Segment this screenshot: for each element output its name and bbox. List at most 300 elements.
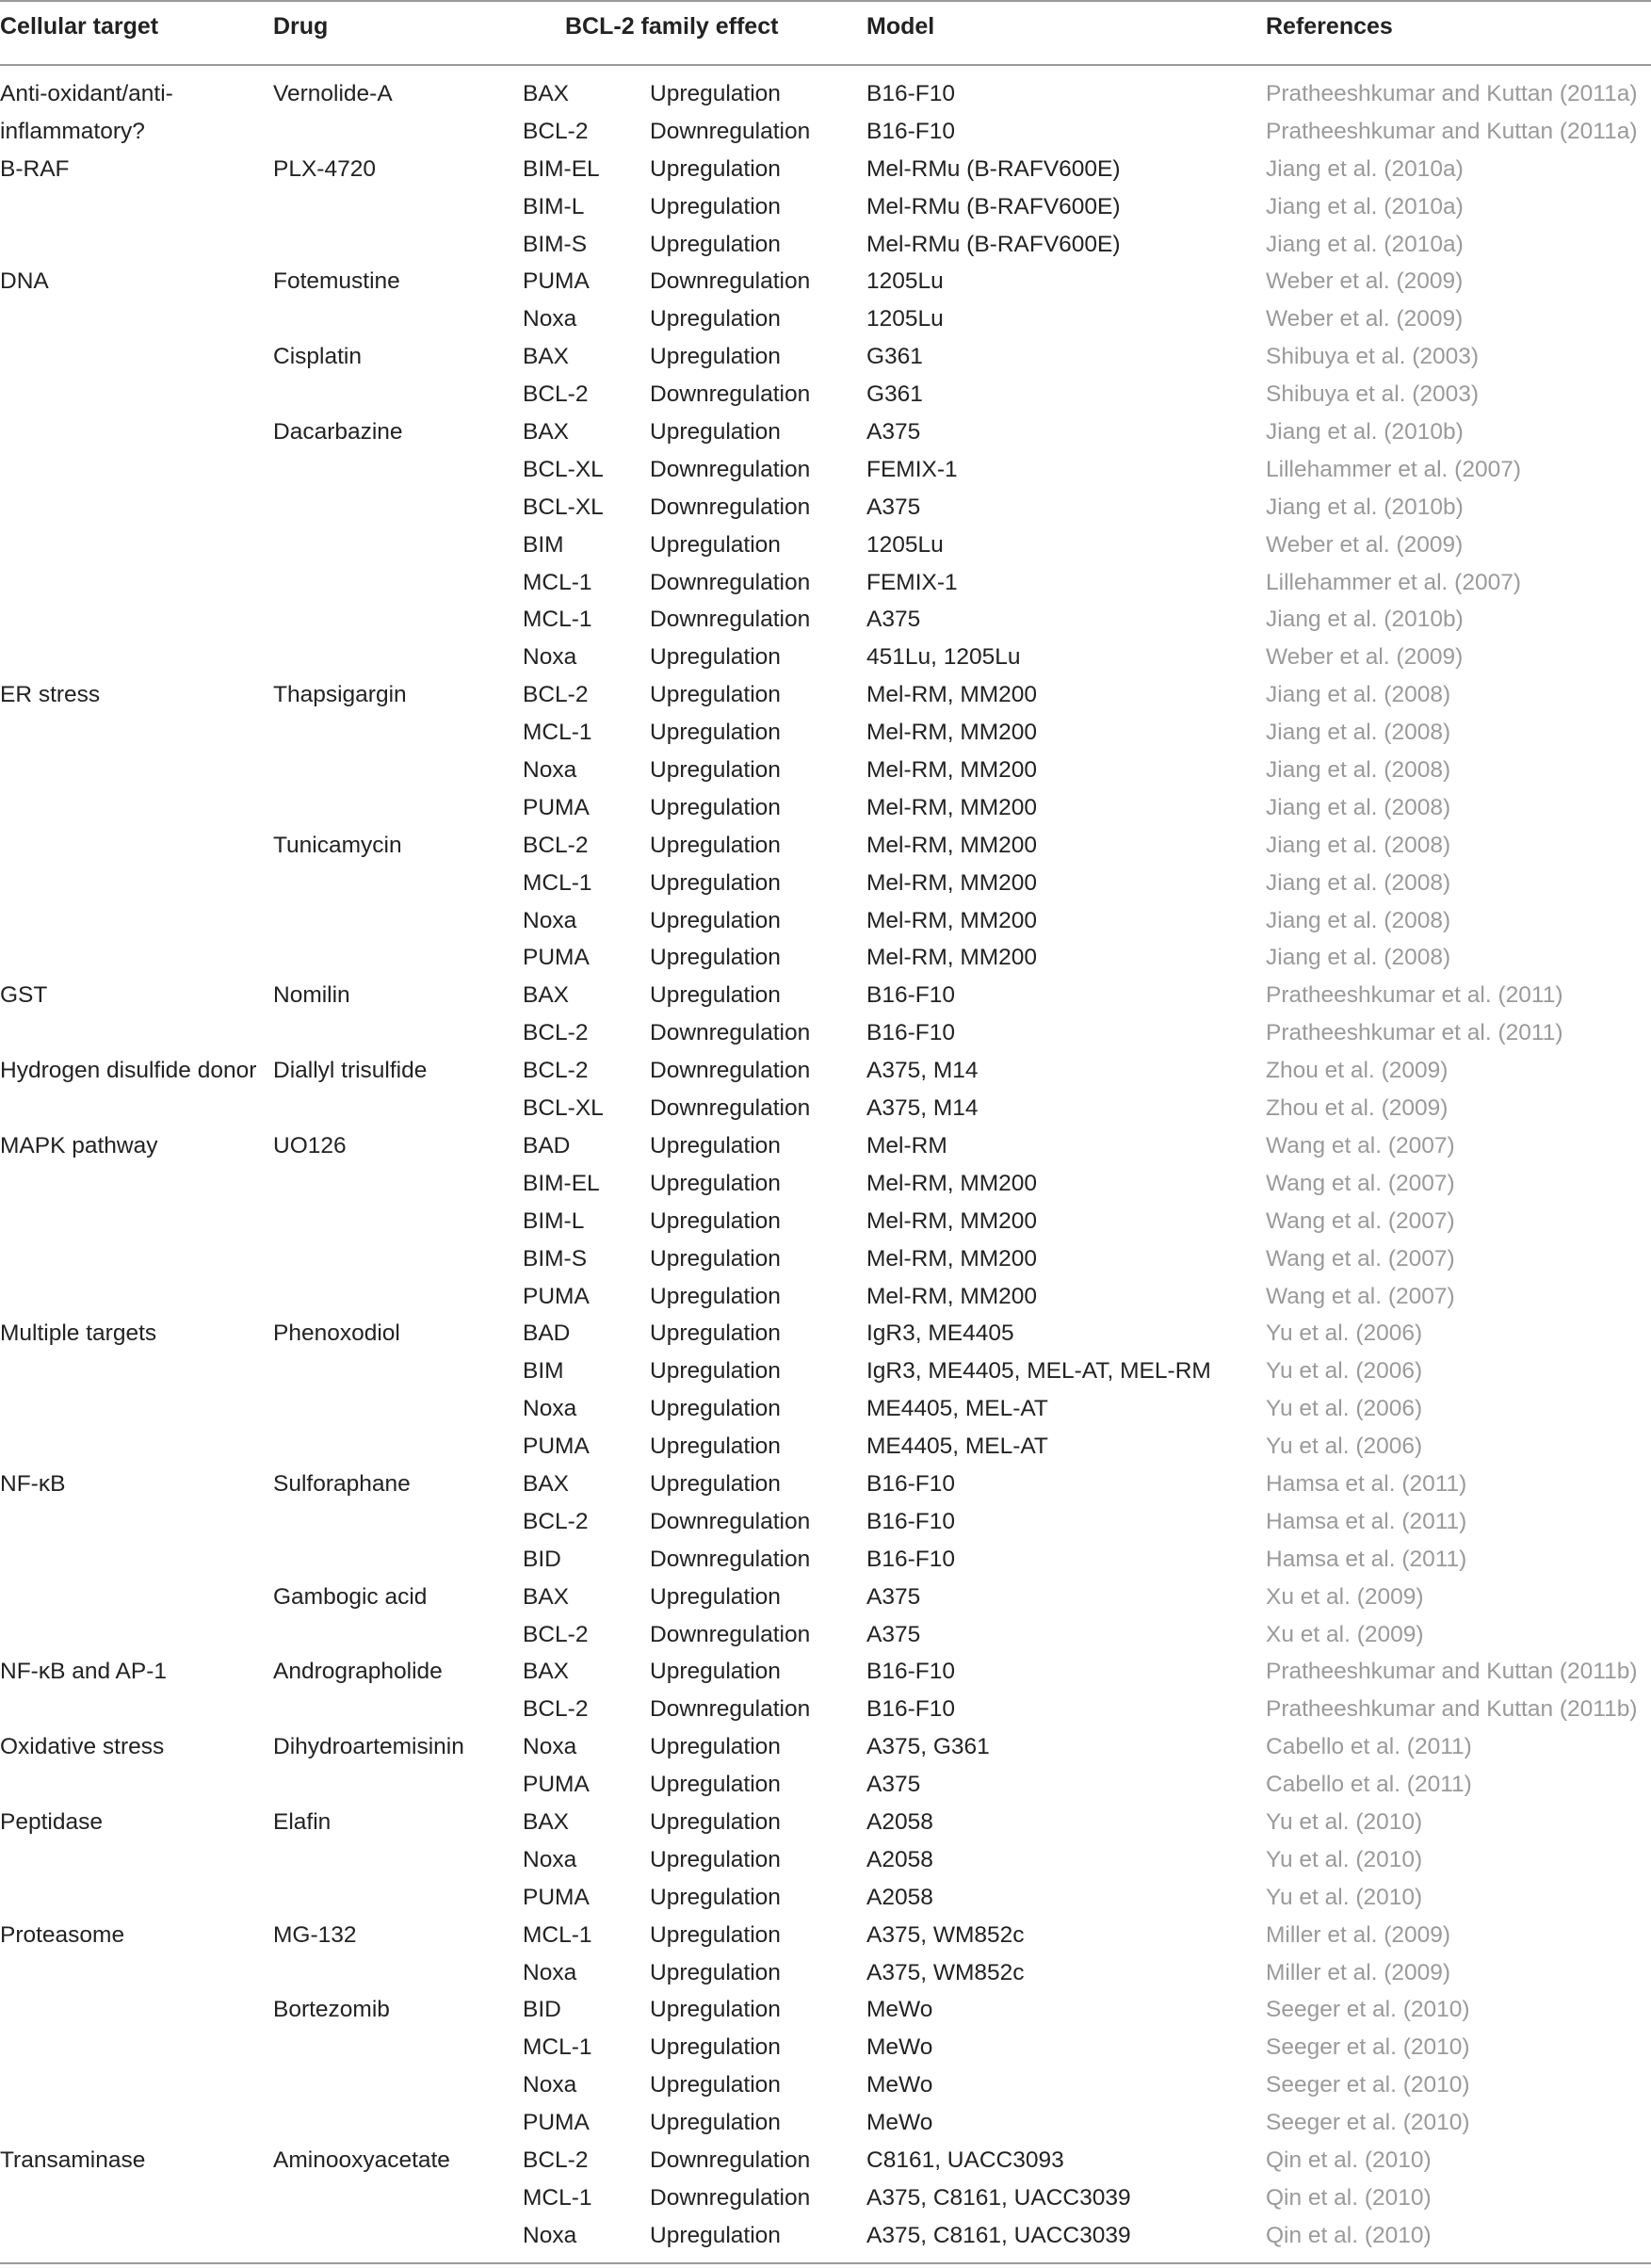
effect-cell: Upregulation [650, 794, 781, 820]
reference-cell: Yu et al. (2010) [1266, 1846, 1423, 1872]
protein-cell: PUMA [523, 268, 590, 295]
effect-cell: Upregulation [650, 1434, 781, 1460]
reference-cell: Jiang et al. (2008) [1266, 794, 1451, 820]
protein-cell: Noxa [523, 2222, 577, 2248]
protein-cell: PUMA [523, 1283, 590, 1309]
model-cell: B16-F10 [866, 1508, 955, 1534]
drug-cell: UO126 [273, 1132, 347, 1158]
reference-cell: Seeger et al. (2010) [1266, 2034, 1470, 2061]
model-cell: FEMIX-1 [866, 456, 958, 482]
table-row [0, 2217, 1651, 2255]
effect-cell: Upregulation [650, 419, 781, 446]
effect-cell: Upregulation [650, 2072, 781, 2098]
effect-cell: Downregulation [650, 569, 811, 595]
effect-cell: Upregulation [650, 231, 781, 257]
effect-cell: Downregulation [650, 1508, 811, 1534]
model-cell: A375, WM852c [866, 1921, 1025, 1948]
protein-cell: BCL-2 [523, 2146, 589, 2173]
table-row [0, 1616, 1651, 1654]
model-cell: A375, C8161, UACC3039 [866, 2184, 1131, 2211]
protein-cell: MCL-1 [523, 869, 592, 896]
reference-cell: Cabello et al. (2011) [1266, 1734, 1472, 1760]
reference-cell: Seeger et al. (2010) [1266, 2072, 1470, 2098]
table-row [0, 1766, 1651, 1804]
model-cell: Mel-RM, MM200 [866, 720, 1038, 746]
model-cell: B16-F10 [866, 1659, 955, 1685]
drug-cell: Andrographolide [273, 1659, 443, 1685]
drug-cell: Vernolide-A [273, 81, 393, 106]
model-cell: A375, C8161, UACC3039 [866, 2222, 1131, 2248]
model-cell: B16-F10 [866, 1020, 955, 1046]
protein-cell: BIM-L [523, 193, 585, 219]
model-cell: MeWo [866, 2034, 933, 2061]
model-cell: 1205Lu [866, 268, 944, 295]
model-cell: ME4405, MEL-AT [866, 1434, 1048, 1460]
table-row [0, 1804, 1651, 1841]
reference-cell: Cabello et al. (2011) [1266, 1772, 1472, 1798]
protein-cell: BIM-S [523, 231, 588, 257]
model-cell: B16-F10 [866, 1470, 955, 1497]
reference-cell: Yu et al. (2010) [1266, 1884, 1423, 1910]
reference-cell: Wang et al. (2007) [1266, 1207, 1455, 1234]
reference-cell: Yu et al. (2006) [1266, 1434, 1423, 1460]
protein-cell: BCL-2 [523, 1058, 589, 1084]
reference-cell: Jiang et al. (2008) [1266, 720, 1451, 746]
reference-cell: Wang et al. (2007) [1266, 1132, 1455, 1158]
table-row [0, 526, 1651, 564]
protein-cell: BCL-2 [523, 118, 589, 144]
drug-cell: Thapsigargin [273, 682, 407, 708]
table-row [0, 300, 1651, 338]
reference-cell: Shibuya et al. (2003) [1266, 381, 1480, 408]
reference-cell: Xu et al. (2009) [1266, 1621, 1424, 1647]
protein-cell: PUMA [523, 2110, 590, 2136]
model-cell: 1205Lu [866, 531, 944, 558]
reference-cell: Jiang et al. (2008) [1266, 945, 1451, 971]
table-row [0, 1315, 1651, 1353]
table-row [0, 1691, 1651, 1728]
table-row [0, 676, 1651, 714]
cellular-target-cell: ER stress [0, 682, 101, 708]
table-row [0, 2029, 1651, 2066]
protein-cell: MCL-1 [523, 607, 592, 633]
effect-cell: Downregulation [650, 118, 811, 144]
protein-cell: BAX [523, 1659, 570, 1685]
table-row [0, 338, 1651, 376]
effect-cell: Upregulation [650, 1396, 781, 1422]
protein-cell: BAX [523, 1583, 570, 1610]
table-row [0, 1917, 1651, 1954]
table-row [0, 1991, 1651, 2029]
reference-cell: Yu et al. (2006) [1266, 1358, 1423, 1385]
protein-cell: BIM-EL [523, 155, 600, 182]
effect-cell: Downregulation [650, 2184, 811, 2211]
table-row [0, 489, 1651, 526]
model-cell: Mel-RM [866, 1132, 947, 1158]
protein-cell: MCL-1 [523, 720, 592, 746]
reference-cell: Jiang et al. (2010b) [1266, 607, 1464, 633]
drug-cell: Diallyl trisulfide [273, 1058, 428, 1084]
model-cell: 1205Lu [866, 306, 944, 332]
reference-cell: Jiang et al. (2008) [1266, 757, 1451, 784]
table-row [0, 1503, 1651, 1541]
table-row [0, 2179, 1651, 2217]
table-row [0, 1954, 1651, 1992]
model-cell: A375, M14 [866, 1058, 979, 1084]
reference-cell: Hamsa et al. (2011) [1266, 1508, 1467, 1534]
reference-cell: Jiang et al. (2010b) [1266, 494, 1464, 520]
table-row [0, 1466, 1651, 1503]
reference-cell: Miller et al. (2009) [1266, 1959, 1451, 1985]
protein-cell: BAX [523, 344, 570, 370]
protein-cell: BIM-S [523, 1245, 588, 1272]
effect-cell: Upregulation [650, 531, 781, 558]
model-cell: Mel-RM, MM200 [866, 794, 1038, 820]
effect-cell: Upregulation [650, 81, 781, 106]
table-row [0, 2142, 1651, 2179]
table-row [0, 2066, 1651, 2104]
table-row [0, 1879, 1651, 1917]
reference-cell: Pratheeshkumar and Kuttan (2011a) [1266, 81, 1638, 106]
reference-cell: Yu et al. (2006) [1266, 1396, 1423, 1422]
table-row [0, 1541, 1651, 1579]
model-cell: A375, M14 [866, 1095, 979, 1122]
table-row [0, 752, 1651, 789]
table-row [0, 1728, 1651, 1766]
reference-cell: Jiang et al. (2010a) [1266, 193, 1464, 219]
effect-cell: Upregulation [650, 1846, 781, 1872]
reference-cell: Weber et al. (2009) [1266, 268, 1464, 295]
cellular-target-cell: NF-κB and AP-1 [0, 1659, 168, 1685]
model-cell: 451Lu, 1205Lu [866, 644, 1021, 671]
effect-cell: Downregulation [650, 1621, 811, 1647]
protein-cell: Noxa [523, 306, 577, 332]
model-cell: Mel-RM, MM200 [866, 869, 1038, 896]
cellular-target-cell: NF-κB [0, 1470, 66, 1497]
table-row [0, 1127, 1651, 1165]
reference-cell: Jiang et al. (2008) [1266, 869, 1451, 896]
protein-cell: Noxa [523, 1959, 577, 1985]
reference-cell: Weber et al. (2009) [1266, 531, 1464, 558]
effect-cell: Upregulation [650, 644, 781, 671]
cellular-target-cell: Transaminase [0, 2146, 146, 2173]
cellular-target-cell: Multiple targets [0, 1320, 157, 1347]
drug-cell: Bortezomib [273, 1997, 390, 2023]
drug-cell: PLX-4720 [273, 155, 376, 182]
effect-cell: Upregulation [650, 1207, 781, 1234]
protein-cell: BCL-2 [523, 1020, 589, 1046]
effect-cell: Upregulation [650, 907, 781, 933]
table-row [0, 564, 1651, 602]
reference-cell: Qin et al. (2010) [1266, 2146, 1432, 2173]
effect-cell: Upregulation [650, 344, 781, 370]
effect-cell: Upregulation [650, 1358, 781, 1385]
table-row [0, 902, 1651, 940]
table-row [0, 714, 1651, 752]
table-row [0, 977, 1651, 1014]
effect-cell: Downregulation [650, 456, 811, 482]
protein-cell: BAX [523, 1808, 570, 1835]
protein-cell: PUMA [523, 945, 590, 971]
effect-cell: Upregulation [650, 193, 781, 219]
header-drug: Drug [273, 13, 329, 40]
table-row [0, 1353, 1651, 1390]
reference-cell: Xu et al. (2009) [1266, 1583, 1424, 1610]
reference-cell: Seeger et al. (2010) [1266, 1997, 1470, 2023]
reference-cell: Weber et al. (2009) [1266, 644, 1464, 671]
protein-cell: BAX [523, 419, 570, 446]
table-row [0, 1278, 1651, 1316]
protein-cell: MCL-1 [523, 569, 592, 595]
protein-cell: BCL-2 [523, 832, 589, 858]
reference-cell: Yu et al. (2006) [1266, 1320, 1423, 1347]
protein-cell: Noxa [523, 907, 577, 933]
reference-cell: Wang et al. (2007) [1266, 1245, 1455, 1272]
reference-cell: Qin et al. (2010) [1266, 2184, 1432, 2211]
model-cell: A2058 [866, 1884, 933, 1910]
model-cell: Mel-RM, MM200 [866, 832, 1038, 858]
drug-cell: MG-132 [273, 1921, 357, 1948]
effect-cell: Upregulation [650, 1583, 781, 1610]
protein-cell: BAD [523, 1132, 571, 1158]
protein-cell: MCL-1 [523, 2034, 592, 2061]
reference-cell: Hamsa et al. (2011) [1266, 1546, 1467, 1572]
protein-cell: BIM [523, 1358, 564, 1385]
bottom-rule [0, 2262, 1651, 2264]
table-row [0, 413, 1651, 451]
protein-cell: BCL-2 [523, 1508, 589, 1534]
cellular-target-cell: GST [0, 982, 48, 1009]
model-cell: A375, G361 [866, 1734, 990, 1760]
reference-cell: Yu et al. (2010) [1266, 1808, 1423, 1835]
table-row [0, 376, 1651, 413]
effect-cell: Downregulation [650, 1546, 811, 1572]
effect-cell: Upregulation [650, 1808, 781, 1835]
reference-cell: Zhou et al. (2009) [1266, 1095, 1449, 1122]
table-row [0, 1090, 1651, 1127]
model-cell: B16-F10 [866, 81, 955, 106]
model-cell: B16-F10 [866, 1546, 955, 1572]
table-row [0, 1579, 1651, 1616]
model-cell: IgR3, ME4405, MEL-AT, MEL-RM [866, 1358, 1211, 1385]
cellular-target-cell: Proteasome [0, 1921, 125, 1948]
model-cell: A375 [866, 419, 921, 446]
reference-cell: Shibuya et al. (2003) [1266, 344, 1480, 370]
reference-cell: Lillehammer et al. (2007) [1266, 456, 1521, 482]
protein-cell: BCL-2 [523, 682, 589, 708]
reference-cell: Pratheeshkumar and Kuttan (2011a) [1266, 118, 1638, 144]
protein-cell: Noxa [523, 757, 577, 784]
table-row [0, 1240, 1651, 1278]
cellular-target-cell: Peptidase [0, 1808, 103, 1835]
effect-cell: Downregulation [650, 268, 811, 295]
table-row [0, 263, 1651, 300]
protein-cell: BAX [523, 81, 570, 106]
model-cell: Mel-RM, MM200 [866, 682, 1038, 708]
model-cell: B16-F10 [866, 1696, 955, 1723]
reference-cell: Pratheeshkumar and Kuttan (2011b) [1266, 1696, 1638, 1723]
protein-cell: BIM-L [523, 1207, 585, 1234]
model-cell: G361 [866, 344, 923, 370]
model-cell: MeWo [866, 2072, 933, 2098]
protein-cell: PUMA [523, 1434, 590, 1460]
effect-cell: Upregulation [650, 1959, 781, 1985]
effect-cell: Downregulation [650, 494, 811, 520]
protein-cell: Noxa [523, 1846, 577, 1872]
protein-cell: PUMA [523, 794, 590, 820]
model-cell: MeWo [866, 2110, 933, 2136]
drug-cell: Dihydroartemisinin [273, 1734, 464, 1760]
table-row [0, 1841, 1651, 1879]
drug-cell: Dacarbazine [273, 419, 403, 446]
cellular-target-cell: Oxidative stress [0, 1734, 165, 1760]
table-row [0, 1203, 1651, 1240]
reference-cell: Qin et al. (2010) [1266, 2222, 1432, 2248]
effect-cell: Upregulation [650, 1659, 781, 1685]
drug-cell: Aminooxyacetate [273, 2146, 450, 2173]
effect-cell: Upregulation [650, 306, 781, 332]
model-cell: Mel-RM, MM200 [866, 945, 1038, 971]
table-row [0, 1390, 1651, 1428]
drug-cell: Tunicamycin [273, 832, 402, 858]
reference-cell: Wang et al. (2007) [1266, 1283, 1455, 1309]
table-row [0, 939, 1651, 977]
model-cell: G361 [866, 381, 923, 408]
protein-cell: BIM [523, 531, 564, 558]
effect-cell: Upregulation [650, 1921, 781, 1948]
effect-cell: Upregulation [650, 720, 781, 746]
effect-cell: Upregulation [650, 1283, 781, 1309]
reference-cell: Zhou et al. (2009) [1266, 1058, 1449, 1084]
effect-cell: Upregulation [650, 757, 781, 784]
effect-cell: Downregulation [650, 1095, 811, 1122]
reference-cell: Weber et al. (2009) [1266, 306, 1464, 332]
protein-cell: Noxa [523, 1396, 577, 1422]
effect-cell: Upregulation [650, 1170, 781, 1196]
protein-cell: BID [523, 1997, 561, 2023]
effect-cell: Upregulation [650, 1132, 781, 1158]
table-body [0, 75, 1651, 2255]
table-row [0, 1165, 1651, 1203]
reference-cell: Miller et al. (2009) [1266, 1921, 1451, 1948]
protein-cell: Noxa [523, 2072, 577, 2098]
drug-cell: Sulforaphane [273, 1470, 411, 1497]
effect-cell: Upregulation [650, 832, 781, 858]
model-cell: A375 [866, 1583, 921, 1610]
table-row [0, 789, 1651, 827]
table-row [0, 226, 1651, 264]
model-cell: A375 [866, 1621, 921, 1647]
reference-cell: Seeger et al. (2010) [1266, 2110, 1470, 2136]
reference-cell: Pratheeshkumar et al. (2011) [1266, 1020, 1563, 1046]
effect-cell: Upregulation [650, 1470, 781, 1497]
reference-cell: Jiang et al. (2008) [1266, 682, 1451, 708]
protein-cell: PUMA [523, 1884, 590, 1910]
effect-cell: Upregulation [650, 1245, 781, 1272]
model-cell: IgR3, ME4405 [866, 1320, 1014, 1347]
cellular-target-cell: Hydrogen disulfide donor [0, 1058, 257, 1084]
effect-cell: Upregulation [650, 155, 781, 182]
drug-cell: Cisplatin [273, 344, 362, 370]
effect-cell: Upregulation [650, 2110, 781, 2136]
model-cell: A375 [866, 494, 921, 520]
effect-cell: Upregulation [650, 982, 781, 1009]
protein-cell: BCL-2 [523, 381, 589, 408]
reference-cell: Jiang et al. (2010a) [1266, 155, 1464, 182]
table-row [0, 113, 1651, 151]
protein-cell: BAD [523, 1320, 571, 1347]
effect-cell: Downregulation [650, 607, 811, 633]
header-bcl2-effect: BCL-2 family effect [565, 13, 779, 40]
model-cell: Mel-RMu (B-RAFV600E) [866, 193, 1121, 219]
effect-cell: Upregulation [650, 945, 781, 971]
table-row [0, 827, 1651, 865]
model-cell: ME4405, MEL-AT [866, 1396, 1048, 1422]
protein-cell: BCL-XL [523, 1095, 604, 1122]
reference-cell: Lillehammer et al. (2007) [1266, 569, 1521, 595]
model-cell: Mel-RMu (B-RAFV600E) [866, 231, 1121, 257]
effect-cell: Downregulation [650, 1020, 811, 1046]
protein-cell: MCL-1 [523, 2184, 592, 2211]
drug-cell: Gambogic acid [273, 1583, 428, 1610]
protein-cell: BCL-XL [523, 494, 604, 520]
reference-cell: Jiang et al. (2008) [1266, 907, 1451, 933]
model-cell: Mel-RM, MM200 [866, 1245, 1038, 1272]
table-row [0, 151, 1651, 188]
protein-cell: BID [523, 1546, 561, 1572]
reference-cell: Jiang et al. (2008) [1266, 832, 1451, 858]
cellular-target-cell: DNA [0, 268, 49, 295]
header-model: Model [866, 13, 935, 40]
protein-cell: Noxa [523, 644, 577, 671]
protein-cell: Noxa [523, 1734, 577, 1760]
model-cell: A375 [866, 1772, 921, 1798]
header-references: References [1266, 13, 1393, 40]
protein-cell: BIM-EL [523, 1170, 600, 1196]
model-cell: A2058 [866, 1808, 933, 1835]
reference-cell: Pratheeshkumar et al. (2011) [1266, 982, 1563, 1009]
effect-cell: Downregulation [650, 2146, 811, 2173]
table-row [0, 451, 1651, 489]
model-cell: Mel-RM, MM200 [866, 907, 1038, 933]
table-row [0, 2104, 1651, 2142]
header-rule [0, 64, 1651, 66]
model-cell: Mel-RM, MM200 [866, 1283, 1038, 1309]
effect-cell: Upregulation [650, 1997, 781, 2023]
table-row [0, 1653, 1651, 1691]
model-cell: B16-F10 [866, 118, 955, 144]
effect-cell: Upregulation [650, 2222, 781, 2248]
model-cell: A2058 [866, 1846, 933, 1872]
reference-cell: Jiang et al. (2010b) [1266, 419, 1464, 446]
effect-cell: Downregulation [650, 1058, 811, 1084]
model-cell: Mel-RM, MM200 [866, 757, 1038, 784]
effect-cell: Upregulation [650, 1772, 781, 1798]
model-cell: Mel-RM, MM200 [866, 1207, 1038, 1234]
effect-cell: Downregulation [650, 1696, 811, 1723]
reference-cell: Hamsa et al. (2011) [1266, 1470, 1467, 1497]
table-row [0, 639, 1651, 676]
effect-cell: Upregulation [650, 1320, 781, 1347]
model-cell: FEMIX-1 [866, 569, 958, 595]
cellular-target-cell: B-RAF [0, 155, 70, 182]
reference-cell: Pratheeshkumar and Kuttan (2011b) [1266, 1659, 1638, 1685]
drug-cell: Nomilin [273, 982, 350, 1009]
drug-cell: Fotemustine [273, 268, 400, 295]
protein-cell: BAX [523, 1470, 570, 1497]
drug-cell: Phenoxodiol [273, 1320, 400, 1347]
effect-cell: Upregulation [650, 869, 781, 896]
